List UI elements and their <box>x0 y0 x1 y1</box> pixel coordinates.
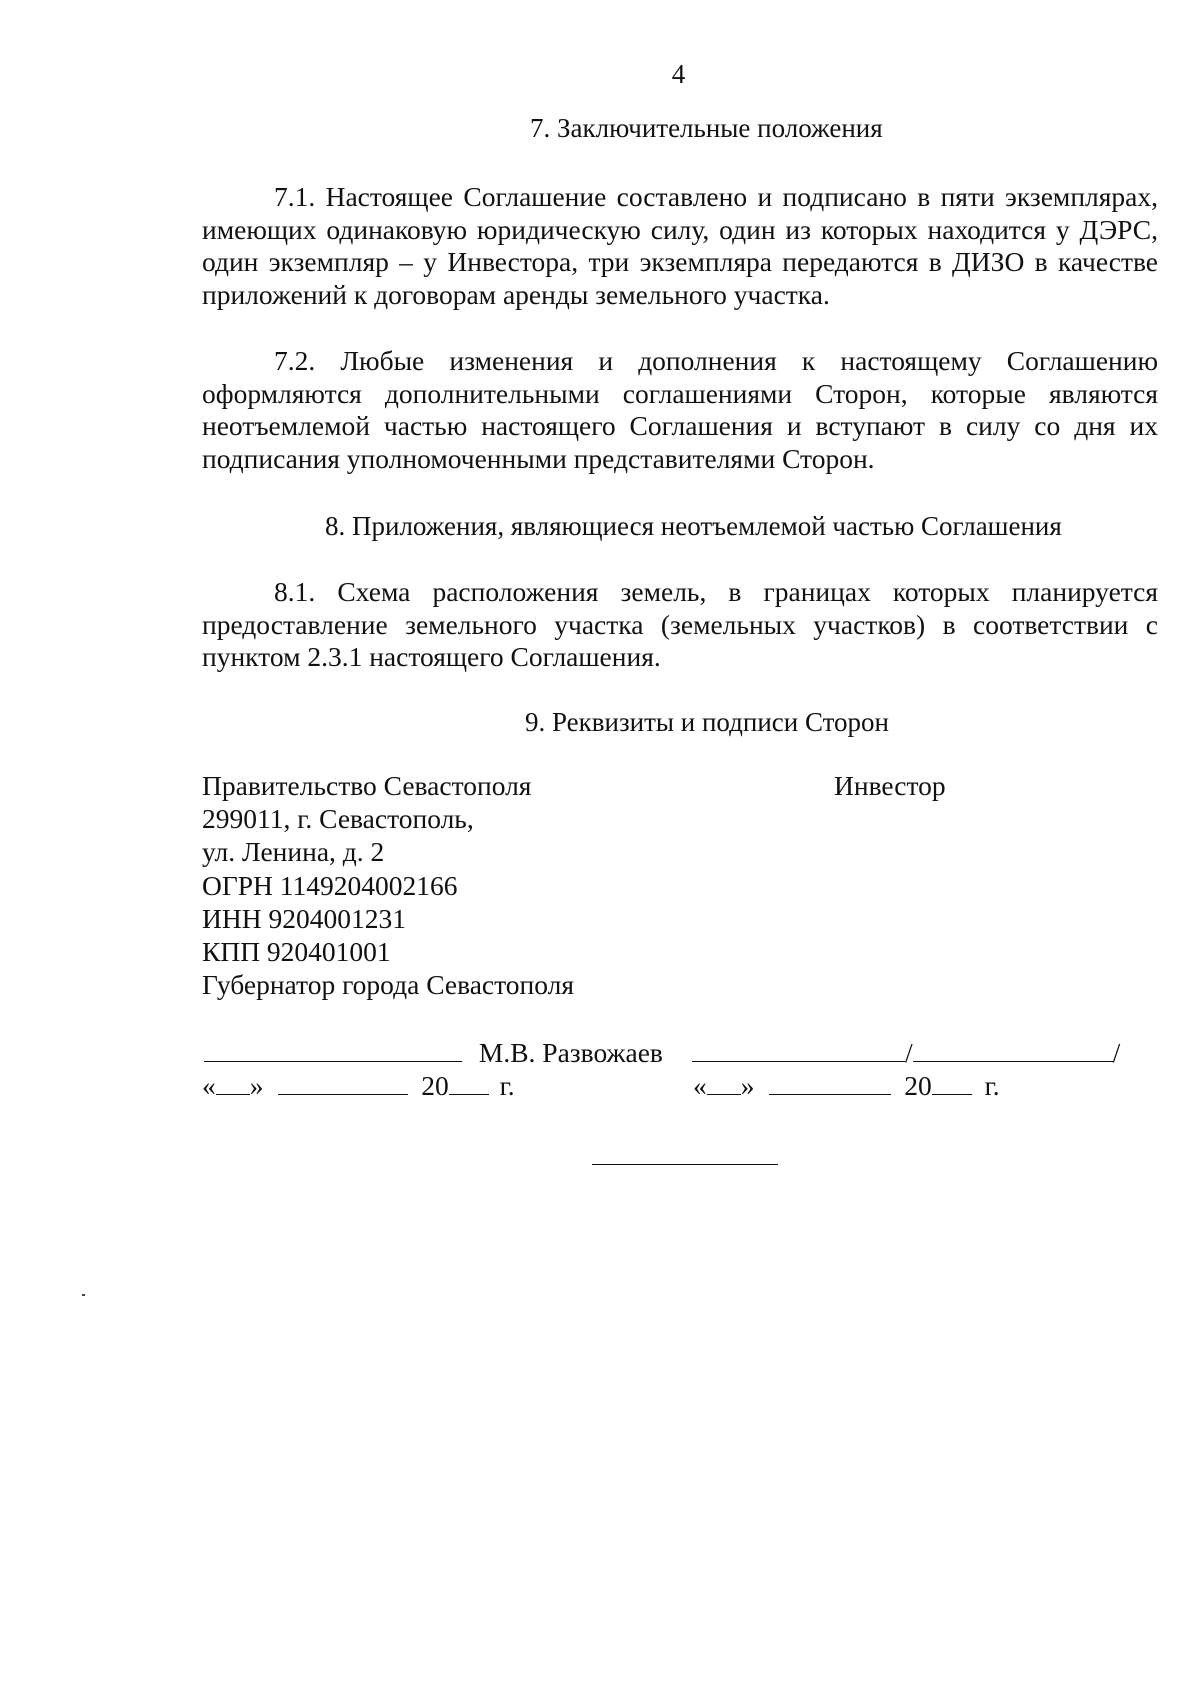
right-date-day-line <box>707 1070 741 1095</box>
left-date-quote-open: « <box>202 1070 216 1101</box>
right-signature-row <box>692 1036 1120 1069</box>
right-date-quote-open: « <box>693 1070 707 1101</box>
section-9-heading: 9. Реквизиты и подписи Сторон <box>525 707 889 737</box>
left-date-year-prefix: 20 <box>421 1070 449 1101</box>
left-signer-name: М.В. Развожаев <box>478 1037 663 1068</box>
section-8-heading: 8. Приложения, являющиеся неотъемлемой частью Соглашения <box>325 511 1062 541</box>
end-of-document-rule <box>592 1164 778 1165</box>
paragraph-7-1 <box>202 181 1158 312</box>
right-signature-slash-1: / <box>905 1037 913 1068</box>
left-date-day-line <box>216 1070 250 1095</box>
party-left-position: Губернатор города Севастополя <box>202 969 574 1001</box>
paragraph-7-1-text: 7.1. Настоящее Соглашение составлено и подписано в пяти экземплярах, имеющих одинаковую юридическую силу, один из которых находится у ДЭРС, один экземпляр – у Инвестора, три экземпляра передаются в ДИЗО в качестве приложений к договорам аренды земельного участка. <box>202 181 1158 311</box>
right-date-quote-close: » <box>740 1070 755 1101</box>
party-left-ogrn: ОГРН 1149204002166 <box>202 869 458 901</box>
right-date-month-line <box>769 1070 891 1095</box>
left-date-quote-close: » <box>249 1070 264 1101</box>
paragraph-7-2 <box>202 345 1158 476</box>
paragraph-8-1-text: 8.1. Схема расположения земель, в границах которых планируется предоставление земельного участка (земельных участков) в соответствии с пунктом 2.3.1 настоящего Соглашения. <box>202 576 1158 673</box>
right-date-year-prefix: 20 <box>904 1070 932 1101</box>
left-signature-line <box>204 1037 462 1062</box>
right-name-line <box>913 1037 1113 1062</box>
paragraph-7-2-text: 7.2. Любые изменения и дополнения к настоящему Соглашению оформляются дополнительными соглашениями Сторон, которые являются неотъемлемой частью настоящего Соглашения и вступают в силу со дня их подписания уполномоченными представителями Сторон. <box>202 345 1158 475</box>
party-left-requisites <box>202 769 574 1001</box>
party-left-address-line2: ул. Ленина, д. 2 <box>202 836 385 868</box>
party-right-name: Инвестор <box>834 770 946 801</box>
right-signature-slash-2: / <box>1112 1037 1121 1068</box>
left-date-year-suffix: г. <box>499 1070 515 1101</box>
party-left-kpp: КПП 920401001 <box>202 936 391 968</box>
left-date-row <box>202 1069 515 1102</box>
page-number: 4 <box>671 59 686 89</box>
paragraph-8-1 <box>202 576 1158 674</box>
right-date-year-suffix: г. <box>984 1070 1000 1101</box>
left-date-month-line <box>278 1070 408 1095</box>
party-left-name: Правительство Севастополя <box>202 770 532 801</box>
left-date-year-line <box>449 1070 489 1095</box>
section-7-heading: 7. Заключительные положения <box>530 113 883 143</box>
right-date-row <box>693 1069 1000 1102</box>
right-date-year-line <box>932 1070 972 1095</box>
scan-speck <box>82 1294 85 1296</box>
left-signature-row <box>204 1036 663 1069</box>
party-left-address-line1: 299011, г. Севастополь, <box>202 803 474 835</box>
right-signature-line <box>692 1037 905 1062</box>
party-left-inn: ИНН 9204001231 <box>202 902 406 934</box>
